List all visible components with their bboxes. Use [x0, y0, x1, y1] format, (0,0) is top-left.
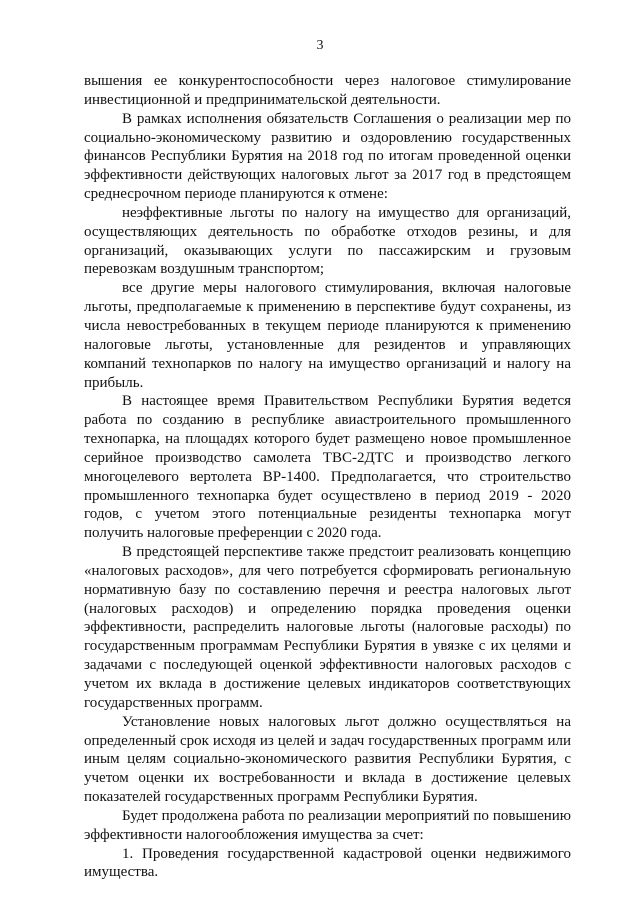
paragraph-continuation: вышения ее конкурентоспособности через налоговое стимулирование инвестиционной и предпринимательской деятельности.: [84, 73, 571, 108]
paragraph-cadastral-valuation: 1. Проведения государственной кадастровой оценки недвижимого имущества.: [84, 845, 571, 881]
paragraph-tax-expenditures: В предстоящей перспективе также предстоит реализовать концепцию «налоговых расходов», для чего потребуется сформировать региональную нормативную базу по составлению перечня и реестра налоговых льгот (налоговых расходов) и определению порядка проведения оценки эффективности, распределить налоговые льготы (налоговые расходы) по государственным программам Республики Бурятия в увязке с их целями и задачами с последующей оценкой эффективности налоговых расходов с учетом их вклада в достижение целевых индикаторов соответствующих государственных программ.: [84, 544, 571, 711]
page-number: 3: [316, 38, 324, 53]
paragraph-technopark: В настоящее время Правительством Республики Бурятия ведется работа по созданию в республике авиастроительного промышленного технопарка, на площадях которого будет размещено новое промышленное серийное производство самолета ТВС-2ДТС и производство легкого многоцелевого вертолета ВР-1400. Предполагается, что строительство промышленного технопарка будет осуществлено в период 2019 - 2020 годов, с учетом этого потенциальные резиденты технопарка могут получить налоговые преференции с 2020 года.: [84, 393, 571, 542]
document-body: [84, 72, 571, 882]
paragraph-property-taxation: Будет продолжена работа по реализации мероприятий по повышению эффективности налогообложения имущества за счет:: [84, 807, 571, 843]
paragraph-new-benefits: Установление новых налоговых льгот должно осуществляться на определенный срок исходя из целей и задач государственных программ или иным целям социально-экономического развития Республики Бурятия, с учетом оценки их востребованности и вклада в достижение целевых показателей государственных программ Республики Бурятия.: [84, 713, 571, 806]
paragraph-ineffective-benefits: неэффективные льготы по налогу на имущество для организаций, осуществляющих деятельность по обработке отходов резины, и для организаций, оказывающих услуги по пассажирским и грузовым перевозкам воздушным транспортом;: [84, 204, 571, 278]
paragraph-agreement-measures: В рамках исполнения обязательств Соглашения о реализации мер по социально-экономическому развитию и оздоровлению государственных финансов Республики Бурятия на 2018 год по итогам проведенной оценки эффективности действующих налоговых льгот за 2017 год в предстоящем среднесрочном периоде планируются к отмене:: [84, 110, 571, 203]
paragraph-other-measures: все другие меры налогового стимулирования, включая налоговые льготы, предполагаемые к применению в перспективе будут сохранены, из числа невостребованных в текущем периоде планируются к применению налоговые льготы, установленные для резидентов и управляющих компаний технопарков по налогу на имущество организаций и налогу на прибыль.: [84, 280, 571, 391]
